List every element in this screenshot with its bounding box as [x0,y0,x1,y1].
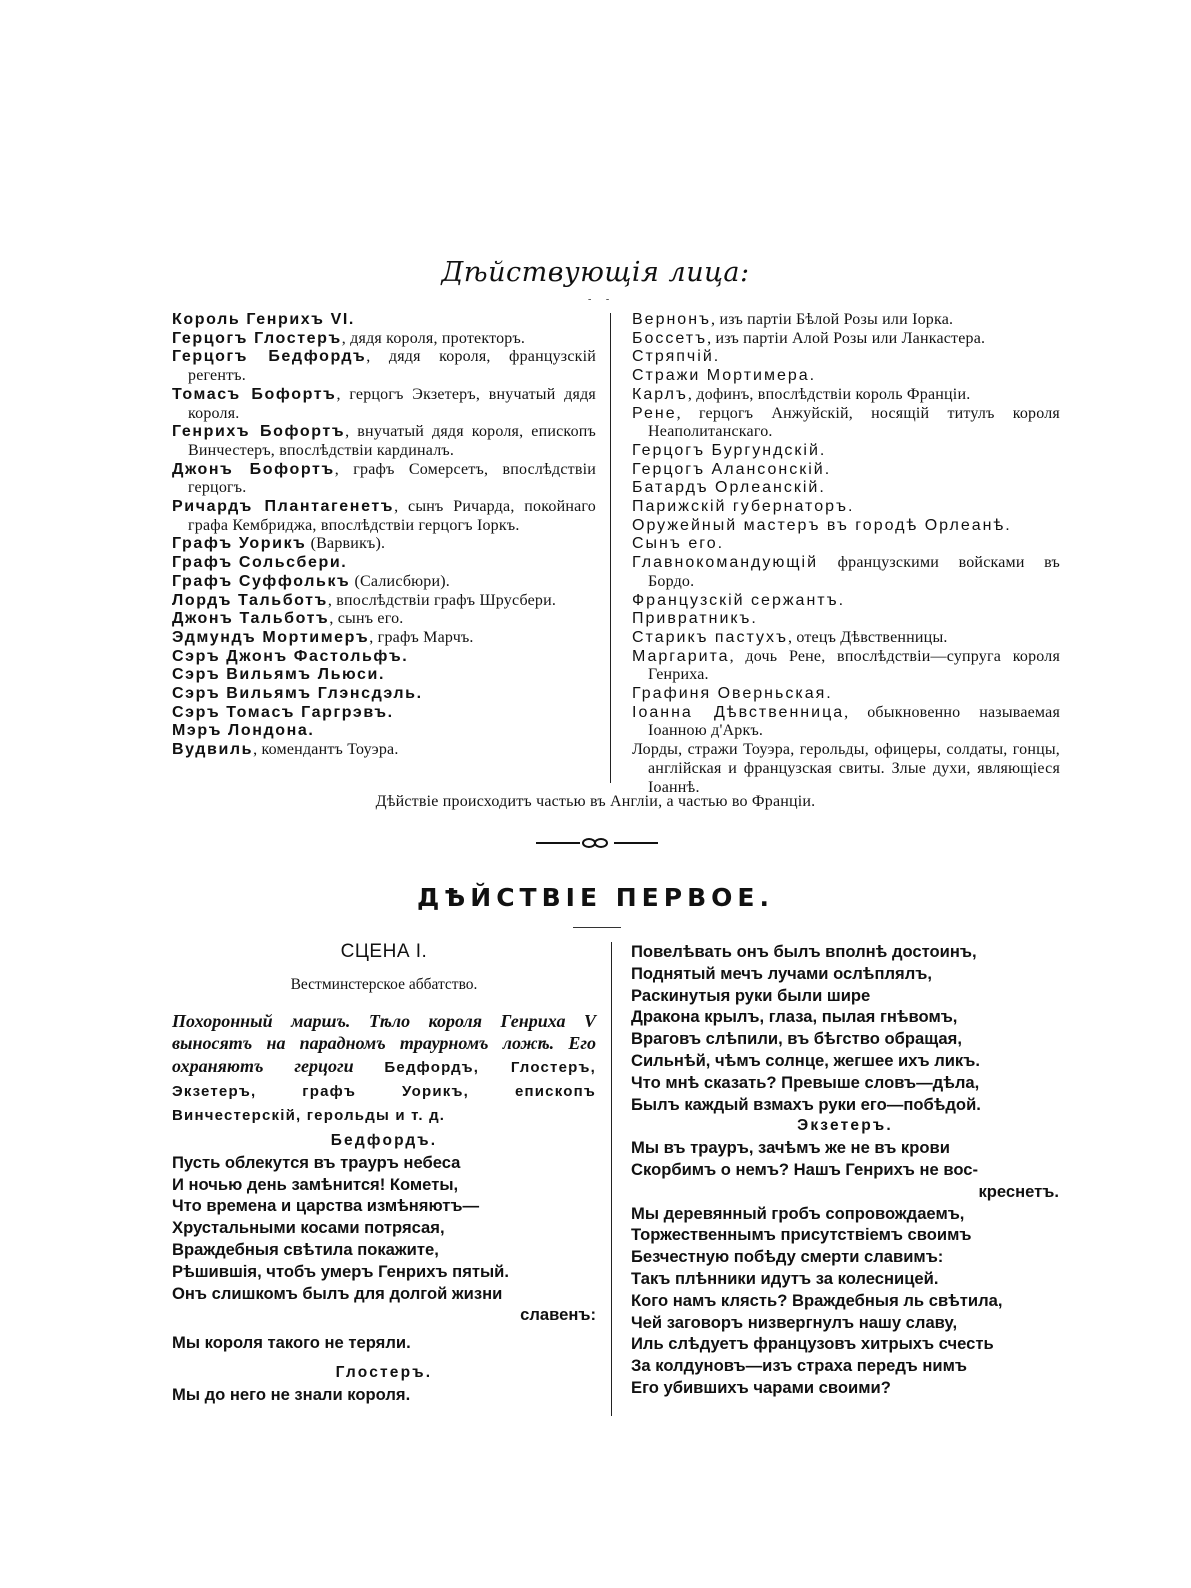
cast-entry: Мэръ Лондона. [172,722,315,740]
speaker-name: Бедфордъ. [330,1132,438,1149]
verse-line: Чей заговоръ низвергнулъ нашу славу, [631,1312,958,1332]
cast-entry: Вудвиль, комендантъ Тоуэра. [172,741,399,759]
verse-line: Рѣшившія, чтобъ умеръ Генрихъ пятый. [172,1261,509,1281]
cast-entry: Карлъ, дофинъ, впослѣдствіи король Франціи. [632,385,971,403]
verse-line: Хрустальными косами потрясая, [172,1218,445,1238]
speaker-name: Экзетеръ. [797,1117,893,1135]
column-divider [610,313,611,783]
cast-entry: Французскій сержантъ. [632,591,846,609]
verse-line: креснетъ. [978,1181,1059,1201]
cast-entry: Оружейный мастеръ въ городѣ Орлеанѣ. [632,516,1012,534]
verse-line: Сильнѣй, чѣмъ солнце, жегшее ихъ ликъ. [631,1050,980,1070]
verse-line: Мы деревянный гробъ сопровождаемъ, [631,1203,965,1223]
verse-line: Его убившихъ чарами своими? [631,1377,891,1397]
cast-entry: Герцогъ Бедфордъ, дядя короля, французскій регентъ. [172,348,597,385]
verse-line: Мы короля такого не теряли. [172,1333,411,1353]
cast-entry: Джонъ Бофортъ, графъ Сомерсетъ, впослѣдствіи герцогъ. [172,460,596,497]
verse-line: Торжественнымъ присутствіемъ своимъ [631,1225,972,1245]
cast-entry: Маргарита, дочь Рене, впослѣдствіи—супруга короля Генриха. [632,647,1060,684]
cast-list-right [632,311,1060,797]
column-divider [611,942,612,1416]
cast-entry: Герцогъ Глостеръ, дядя короля, протекторъ. [172,329,526,347]
act-underline [573,927,621,928]
verse-right-column [631,941,1059,1399]
cast-entry: Парижскій губернаторъ. [632,498,855,516]
verse-line: За колдуновъ—изъ страха передъ нимъ [631,1356,967,1376]
verse-line: И ночью день замѣнится! Кометы, [172,1174,459,1194]
verse-line: Мы до него не знали короля. [172,1384,411,1404]
cast-entry: Лорды, стражи Тоуэра, герольды, офицеры, солдаты, гонцы, англійская и французская свиты. Злые духи, являющіеся Іоаннѣ. [632,741,1060,796]
cast-entry: Лордъ Тальботъ, впослѣдствіи графъ Шрусбери. [172,591,557,609]
title-dash-ornament: - - [588,294,616,305]
verse-line: Былъ каждый взмахъ руки его—побѣдой. [631,1094,981,1114]
ornament-divider [536,836,658,850]
cast-entry: Старикъ пастухъ, отецъ Дѣвственницы. [632,628,948,646]
cast-entry: Сэръ Томасъ Гаргрэвъ. [172,703,394,721]
verse-line: Онъ слишкомъ былъ для долгой жизни [172,1283,503,1303]
verse-line: Повелѣвать онъ былъ вполнѣ достоинъ, [631,942,977,961]
verse-line: Раскинутыя руки были шире [631,985,871,1005]
dramatis-personae-title: Дѣйствующія лица: [441,257,750,288]
verse-line: славенъ: [520,1305,596,1325]
verse-line: Безчестную побѣду смерти славимъ: [631,1247,944,1267]
cast-entry: Іоанна Дѣвственница, обыкновенно называемая Іоанною д'Аркъ. [632,703,1060,740]
verse-line: Что времена и царства измѣняютъ— [172,1196,480,1216]
scene-title: СЦЕНА I. [340,941,428,962]
cast-entry: Графъ Уорикъ (Варвикъ). [172,535,386,553]
verse-line: Такъ плѣнники идутъ за колесницей. [631,1268,939,1288]
cast-entry: Ричардъ Плантагенетъ, сынъ Ричарда, покойнаго графа Кембриджа, впослѣдствіи герцогъ Іоркъ. [172,498,596,534]
verse-line: Мы въ трауръ, зачѣмъ же не въ крови [631,1138,950,1158]
setting-note: Дѣйствіе происходитъ частью въ Англіи, а частью во Франціи. [375,793,816,810]
verse-line: Пусть облекутся въ трауръ небеса [172,1152,461,1172]
cast-entry: Герцогъ Бургундскій. [632,441,827,459]
cast-entry: Король Генрихъ VI. [172,311,355,328]
cast-entry: Стражи Мортимера. [632,367,817,385]
cast-entry: Сэръ Вильямъ Льюси. [172,666,386,684]
cast-entry: Привратникъ. [632,610,758,628]
cast-entry: Герцогъ Алансонскій. [632,460,832,478]
cast-entry: Батардъ Орлеанскій. [632,479,826,497]
cast-entry: Томасъ Бофортъ, герцогъ Экзетеръ, внучатый дядя короля. [172,385,596,422]
cast-entry: Джонъ Тальботъ, сынъ его. [172,610,404,628]
verse-line: Дракона крылъ, глаза, пылая гнѣвомъ, [631,1007,958,1027]
cast-entry: Графъ Сольсбери. [172,554,348,572]
verse-line: Скорбимъ о немъ? Нашъ Генрихъ не вос- [631,1159,979,1179]
cast-entry: Сынъ его. [632,535,725,553]
cast-entry: Сэръ Джонъ Фастольфъ. [172,647,409,665]
act-title: ДѢЙСТВІЕ ПЕРВОЕ. [417,883,774,912]
cast-entry: Стряпчій. [632,348,721,366]
verse-line: Иль слѣдуетъ французовъ хитрыхъ счесть [631,1334,994,1354]
speaker-name: Глостеръ. [335,1363,433,1381]
verse-line: Что мнѣ сказать? Превыше словъ—дѣла, [631,1072,980,1092]
cast-entry: Боссетъ, изъ партіи Алой Розы или Ланкастера. [632,329,986,347]
cast-entry: Рене, герцогъ Анжуйскій, носящій титулъ короля Неаполитанскаго. [632,404,1060,441]
verse-left-column [172,1130,596,1406]
cast-entry: Сэръ Вильямъ Глэнсдэль. [172,685,423,703]
cast-entry: Графъ Суффолькъ (Салисбюри). [172,572,450,590]
cast-entry: Главнокомандующій французскими войсками въ Бордо. [632,554,1060,590]
verse-line: Враждебныя свѣтила покажите, [172,1239,439,1259]
cast-entry: Графиня Оверньская. [632,685,833,703]
stage-direction: Похоронный маршъ. Тѣло короля Генриха V выносятъ на парадномъ траурномъ ложѣ. Его охраняютъ герцоги Бедфордъ, Глостеръ, Экзетеръ, графъ Уорикъ, епископъ Винчестерскій, герольды и т. д. [172,1011,596,1125]
verse-line: Враговъ слѣпили, въ бѣгство обращая, [631,1029,962,1049]
scene-location: Вестминстерское аббатство. [290,976,478,993]
verse-line: Поднятый мечъ лучами ослѣплялъ, [631,963,932,983]
cast-entry: Эдмундъ Мортимеръ, графъ Марчъ. [172,628,474,646]
cast-list-left [172,311,596,760]
verse-line: Кого намъ клясть? Враждебныя ль свѣтила, [631,1290,1003,1310]
cast-entry: Генрихъ Бофортъ, внучатый дядя короля, епископъ Винчестеръ, впослѣдствіи кардиналъ. [172,423,596,459]
cast-entry: Вернонъ, изъ партіи Бѣлой Розы или Іорка. [632,311,954,328]
